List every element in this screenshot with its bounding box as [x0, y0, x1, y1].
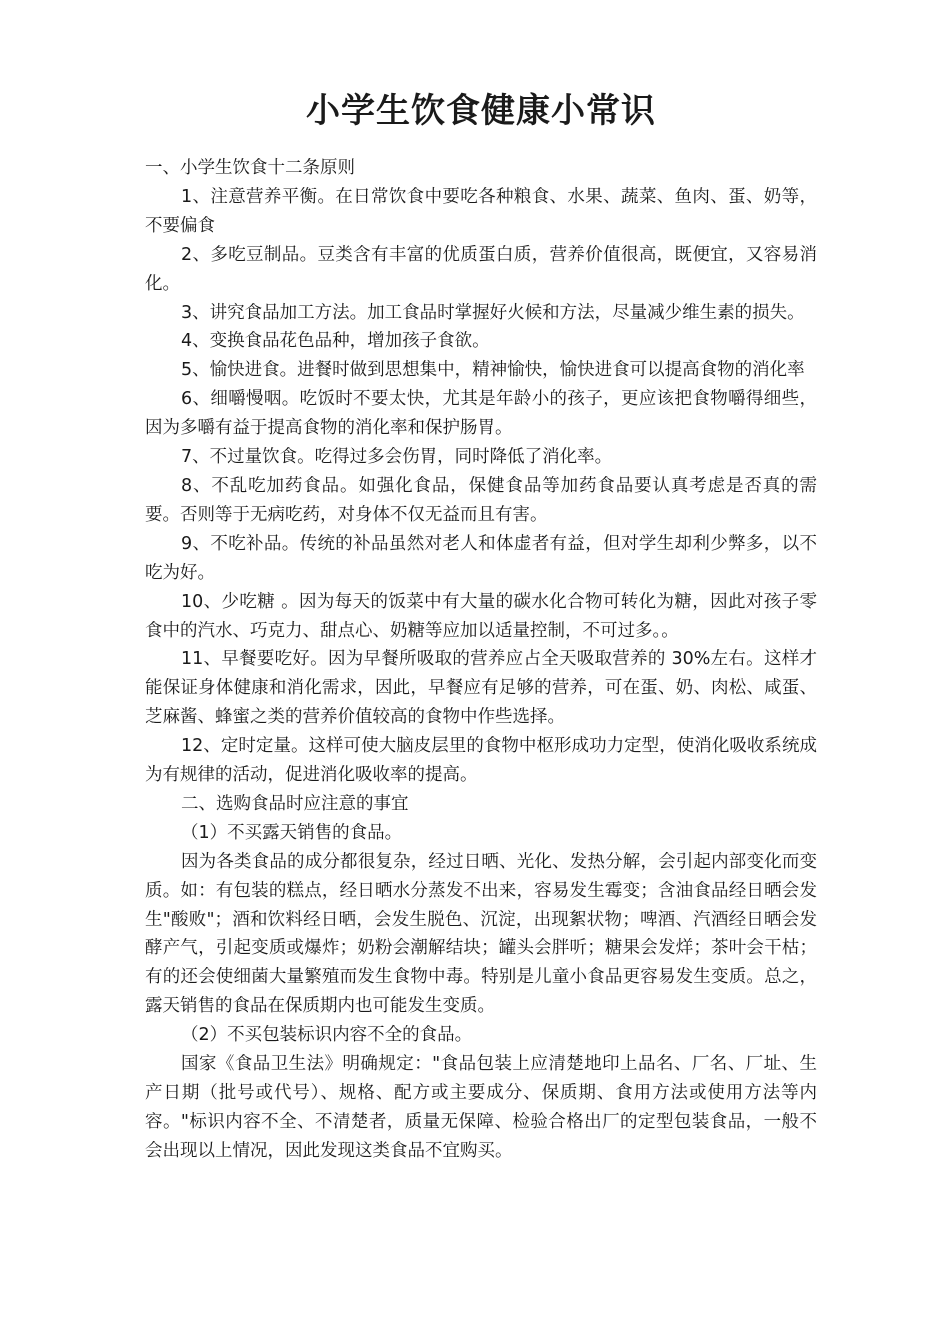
- principle-item: 1、注意营养平衡。在日常饮食中要吃各种粮食、水果、蔬菜、鱼肉、蛋、奶等，不要偏食: [145, 186, 817, 236]
- section-heading-principles: 一、小学生饮食十二条原则: [145, 158, 355, 178]
- principle-item: 2、多吃豆制品。豆类含有丰富的优质蛋白质，营养价值很高，既便宜，又容易消化。: [145, 244, 817, 294]
- subsection-body-outdoor: 因为各类食品的成分都很复杂，经过日晒、光化、发热分解，会引起内部变化而变质。如：有包装的糕点，经日晒水分蒸发不出来，容易发生霉变；含油食品经日晒会发生"酸败"；酒和饮料经日晒，会发生脱色、沉淀，出现絮状物；啤酒、汽酒经日晒会发酵产气，引起变质或爆炸；奶粉会潮解结块；罐头会胖听；糖果会发烊；茶叶会干枯；有的还会使细菌大量繁殖而发生食物中毒。特别是儿童小食品更容易发生变质。总之，露天销售的食品在保质期内也可能发生变质。: [145, 851, 817, 1017]
- principle-item: 9、不吃补品。传统的补品虽然对老人和体虚者有益，但对学生却利少弊多，以不吃为好。: [145, 533, 817, 583]
- document-title: 小学生饮食健康小常识: [306, 91, 656, 131]
- principle-item: 6、细嚼慢咽。吃饭时不要太快，尤其是年龄小的孩子，更应该把食物嚼得细些，因为多嚼有益于提高食物的消化率和保护肠胃。: [145, 389, 817, 439]
- subsection-heading-labels: （2）不买包装标识内容不全的食品。: [181, 1025, 473, 1046]
- section-heading-shopping: 二、选购食品时应注意的事宜: [181, 793, 409, 814]
- document-page: [145, 82, 817, 1166]
- principle-item: 5、愉快进食。进餐时做到思想集中，精神愉快，愉快进食可以提高食物的消化率: [181, 360, 805, 381]
- principle-item: 3、讲究食品加工方法。加工食品时掌握好火候和方法，尽量减少维生素的损失。: [181, 302, 805, 323]
- principle-item: 7、不过量饮食。吃得过多会伤胃，同时降低了消化率。: [181, 447, 613, 468]
- subsection-body-labels: 国家《食品卫生法》明确规定："食品包装上应清楚地印上品名、厂名、厂址、生产日期（批号或代号）、规格、配方或主要成分、保质期、食用方法或使用方法等内容。"标识内容不全、不清楚者，质量无保障、检验合格出厂的定型包装食品，一般不会出现以上情况，因此发现这类食品不宜购买。: [145, 1054, 817, 1161]
- principle-item: 4、变换食品花色品种，增加孩子食欲。: [181, 331, 490, 352]
- principle-item: 12、定时定量。这样可使大脑皮层里的食物中枢形成功力定型，使消化吸收系统成为有规律的活动，促进消化吸收率的提高。: [145, 736, 817, 786]
- subsection-heading-outdoor: （1）不买露天销售的食品。: [181, 822, 403, 843]
- principle-item: 11、早餐要吃好。因为早餐所吸取的营养应占全天吸取营养的 30%左右。这样才能保证身体健康和消化需求，因此，早餐应有足够的营养，可在蛋、奶、肉松、咸蛋、芝麻酱、蜂蜜之类的营养价值较高的食物中作些选择。: [145, 649, 817, 728]
- principle-item: 10、少吃糖 。因为每天的饭菜中有大量的碳水化合物可转化为糖，因此对孩子零食中的汽水、巧克力、甜点心、奶糖等应加以适量控制，不可过多。。: [145, 591, 817, 641]
- principle-item: 8、不乱吃加药食品。如强化食品，保健食品等加药食品要认真考虑是否真的需要。否则等于无病吃药，对身体不仅无益而且有害。: [145, 475, 817, 525]
